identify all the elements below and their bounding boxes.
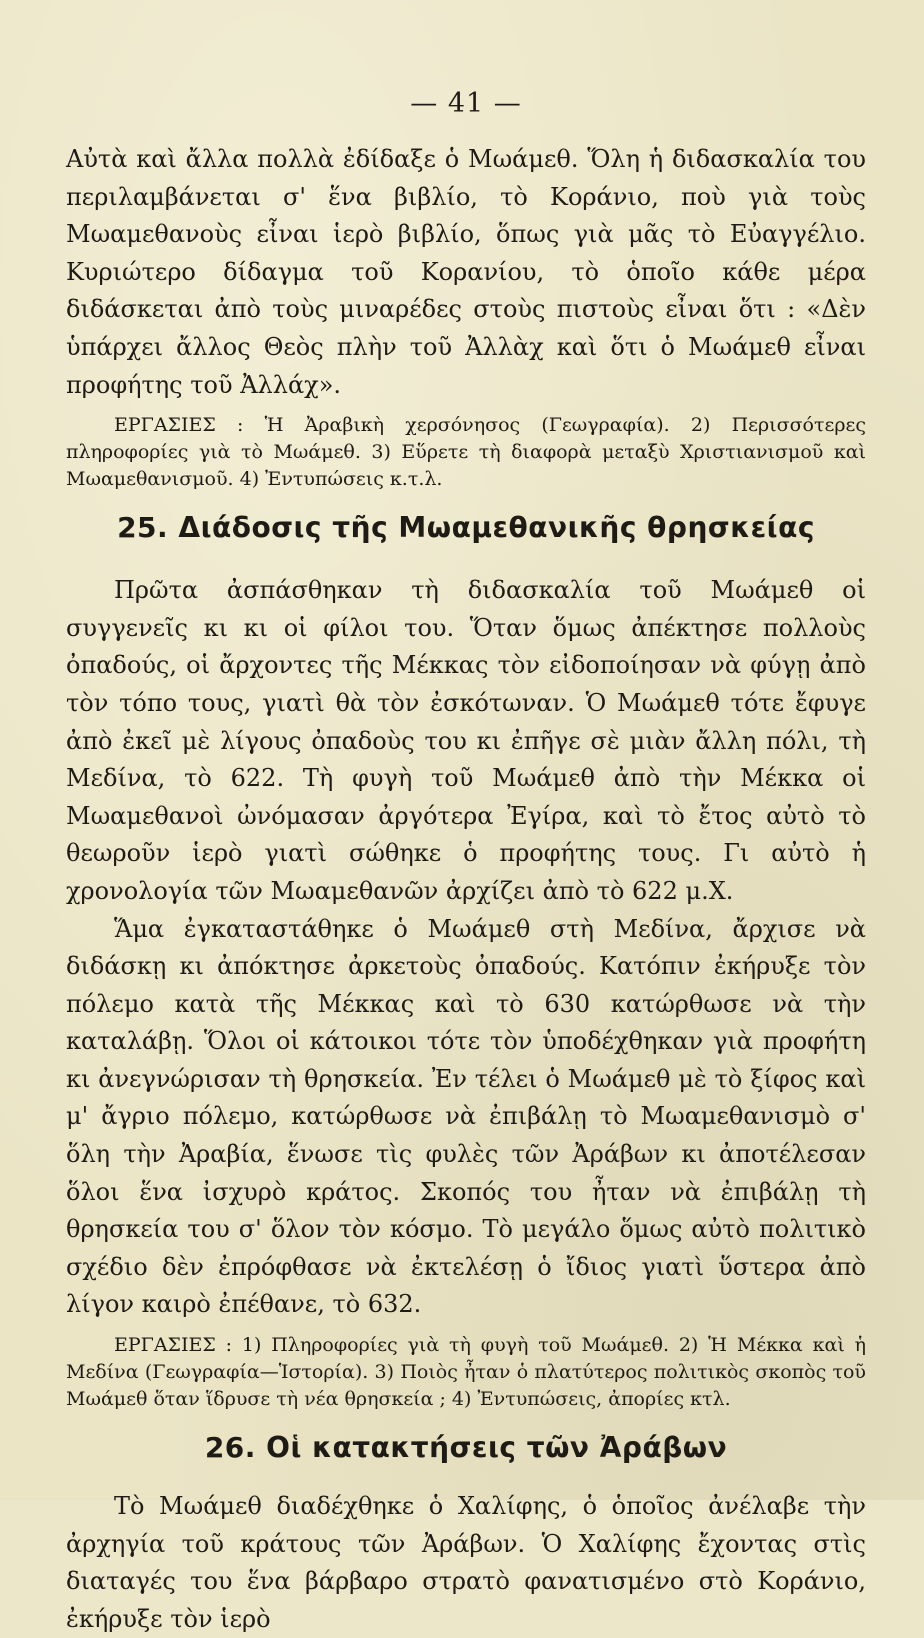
- section-26-paragraph-1: Τὸ Μωάμεθ διαδέχθηκε ὁ Χαλίφης, ὁ ὁποῖος ἀνέλαβε τὴν ἀρχηγία τοῦ κράτους τῶν Ἀράβων. Ὁ Χαλίφης ἔχοντας στὶς διαταγές του ἕνα βάρβαρο στρατὸ φανατισμένο στὸ Κοράνιο, ἐκήρυξε τὸν ἱερὸ: [66, 1492, 866, 1633]
- page-number: — 41 —: [410, 88, 522, 119]
- intro-exercises: ΕΡΓΑΣΙΕΣ : Ἡ Ἀραβικὴ χερσόνησος (Γεωγραφία). 2) Περισσότερες πληροφορίες γιὰ τὸ Μωάμεθ. 3) Εὕρετε τὴ διαφορὰ μεταξὺ Χριστιανισμοῦ καὶ Μωαμεθανισμοῦ. 4) Ἐντυπώσεις κ.τ.λ.: [66, 414, 866, 491]
- intro-paragraph: Αὐτὰ καὶ ἄλλα πολλὰ ἐδίδαξε ὁ Μωάμεθ. Ὅλη ἡ διδασκαλία του περιλαμβάνεται σ' ἕνα βιβλίο, τὸ Κοράνιο, ποὺ γιὰ τοὺς Μωαμεθανοὺς εἶναι ἱερὸ βιβλίο, ὅπως γιὰ μᾶς τὸ Εὐαγγέλιο. Κυριώτερο δίδαγμα τοῦ Κορανίου, τὸ ὁποῖο κάθε μέρα διδάσκεται ἀπὸ τοὺς μιναρέδες στοὺς πιστοὺς εἶναι ὅτι : «Δὲν ὑπάρχει ἄλλος Θεὸς πλὴν τοῦ Ἀλλὰχ καὶ ὅτι ὁ Μωάμεθ εἶναι προφήτης τοῦ Ἀλλάχ».: [66, 145, 866, 399]
- section-25-paragraph-2: Ἅμα ἐγκαταστάθηκε ὁ Μωάμεθ στὴ Μεδίνα, ἄρχισε νὰ διδάσκῃ κι ἀπόκτησε ἀρκετοὺς ὀπαδούς. Κατόπιν ἐκήρυξε τὸν πόλεμο κατὰ τῆς Μέκκας καὶ τὸ 630 κατώρθωσε νὰ τὴν καταλάβῃ. Ὅλοι οἱ κάτοικοι τότε τὸν ὑποδέχθηκαν γιὰ προφήτη κι ἀνεγνώρισαν τὴ θρησκεία. Ἐν τέλει ὁ Μωάμεθ μὲ τὸ ξίφος καὶ μ' ἄγριο πόλεμο, κατώρθωσε νὰ ἐπιβάλῃ τὸ Μωαμεθανισμὸ σ' ὅλη τὴν Ἀραβία, ἕνωσε τὶς φυλὲς τῶν Ἀράβων κι ἀποτέλεσαν ὅλοι ἕνα ἰσχυρὸ κράτος. Σκοπός του ἦταν νὰ ἐπιβάλῃ τὴ θρησκεία του σ' ὅλον τὸν κόσμο. Τὸ μεγάλο ὅμως αὐτὸ πολιτικὸ σχέδιο δὲν ἐπρόφθασε νὰ ἐκτελέσῃ ὁ ἴδιος γιατὶ ὕστερα ἀπὸ λίγον καιρὸ ἐπέθανε, τὸ 632.: [66, 914, 866, 1319]
- section-25-paragraph-1: Πρῶτα ἀσπάσθηκαν τὴ διδασκαλία τοῦ Μωάμεθ οἱ συγγενεῖς κι κι οἱ φίλοι του. Ὅταν ὅμως ἀπέκτησε πολλοὺς ὀπαδούς, οἱ ἄρχοντες τῆς Μέκκας τὸν εἰδοποίησαν νὰ φύγῃ ἀπὸ τὸν τόπο τους, γιατὶ θὰ τὸν ἐσκότωναν. Ὁ Μωάμεθ τότε ἔφυγε ἀπὸ ἐκεῖ μὲ λίγους ὀπαδοὺς του κι ἐπῆγε σὲ μιὰν ἄλλη πόλι, τὴ Μεδίνα, τὸ 622. Τὴ φυγὴ τοῦ Μωάμεθ ἀπὸ τὴν Μέκκα οἱ Μωαμεθανοὶ ὠνόμασαν ἀργότερα Ἐγίρα, καὶ τὸ ἔτος αὐτὸ τὸ θεωροῦν ἱερὸ γιατὶ σώθηκε ὁ προφήτης τους. Γι αὐτὸ ἡ χρονολογία τῶν Μωαμεθανῶν ἀρχίζει ἀπὸ τὸ 622 μ.Χ.: [66, 576, 866, 905]
- section-25-heading: 25. Διάδοσις τῆς Μωαμεθανικῆς θρησκείας: [117, 511, 815, 545]
- section-25-exercises: ΕΡΓΑΣΙΕΣ : 1) Πληροφορίες γιὰ τὴ φυγὴ τοῦ Μωάμεθ. 2) Ἡ Μέκκα καὶ ἡ Μεδίνα (Γεωγραφία—Ἱστορία). 3) Ποιὸς ἦταν ὁ πλατύτερος πολιτικὸς σκοπὸς τοῦ Μωάμεθ ὅταν ἵδρυσε τὴ νέα θρησκεία ; 4) Ἐντυπώσεις, ἀπορίες κτλ.: [66, 1334, 866, 1411]
- section-26-heading: 26. Οἱ κατακτήσεις τῶν Ἀράβων: [204, 1431, 728, 1465]
